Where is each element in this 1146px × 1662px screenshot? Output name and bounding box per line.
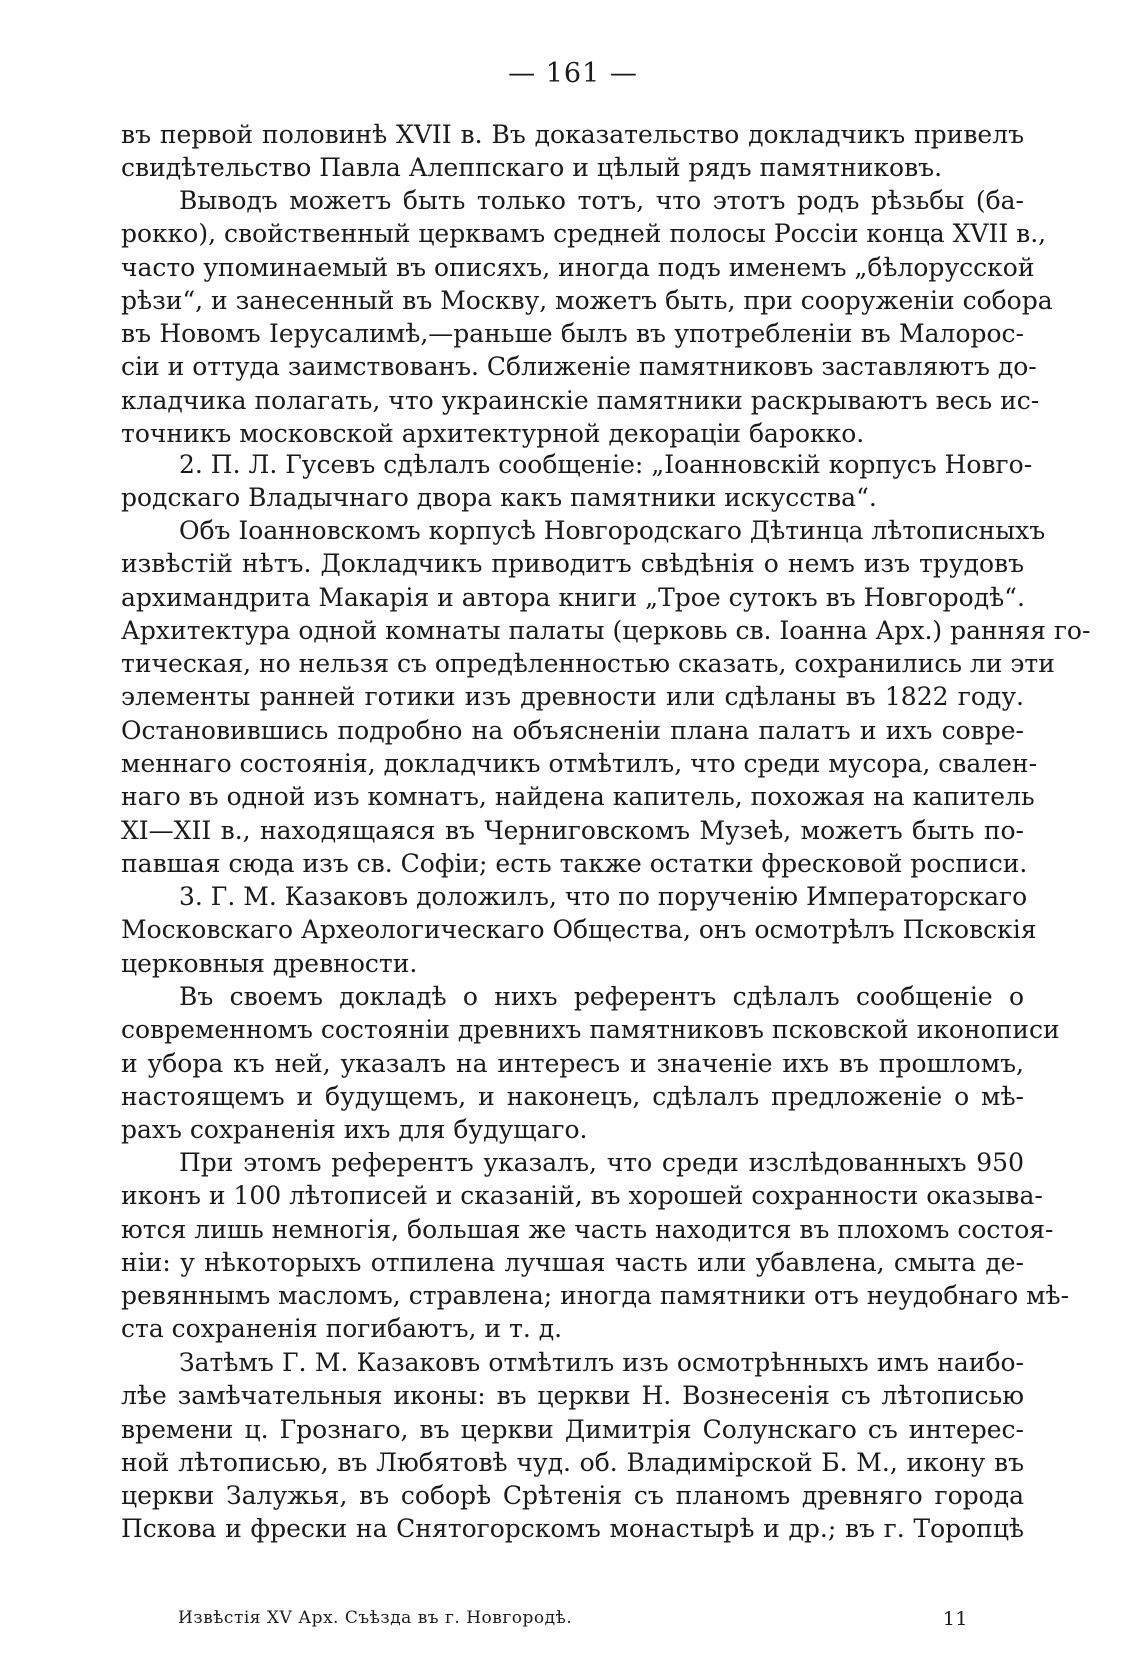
text-line: Пскова и фрески на Снятогорскомъ монастырѣ и др.; въ г. Торопцѣ <box>121 1514 1024 1544</box>
text-line: Объ Іоанновскомъ корпусѣ Новгородскаго Дѣтинца лѣтописныхъ <box>179 516 1046 545</box>
text-line: 3. Г. М. Казаковъ доложилъ, что по порученію Императорскаго <box>179 882 1028 911</box>
paragraph-conclusion <box>121 184 1053 450</box>
footer-signature-number: 11 <box>942 1608 968 1630</box>
paragraph-continuation <box>121 118 1024 185</box>
text-line: архимандрита Макарія и автора книги „Трое сутокъ въ Новгородѣ“. <box>121 582 1025 612</box>
text-line: рахъ сохраненія ихъ для будущаго. <box>121 1115 588 1145</box>
text-line: въ первой половинѣ XVII в. Въ доказательство докладчикъ привелъ <box>121 120 1024 149</box>
text-line: времени ц. Грознаго, въ церкви Димитрія Солунскаго съ интерес- <box>121 1414 1024 1444</box>
text-line: 2. П. Л. Гусевъ сдѣлалъ сообщеніе: „Іоанновскій корпусъ Новго- <box>179 450 1033 479</box>
text-line: часто упоминаемый въ описяхъ, иногда подъ именемъ „бѣлорусской <box>121 252 1035 282</box>
report-3-paragraph-1 <box>121 980 1060 1146</box>
text-line: элементы ранней готики изъ древности или сдѣланы въ 1822 году. <box>121 682 1024 712</box>
text-line: ются лишь немногія, большая же часть находится въ плохомъ состоя- <box>121 1214 1054 1244</box>
text-line: извѣстій нѣтъ. Докладчикъ приводитъ свѣдѣнія о немъ изъ трудовъ <box>121 549 1024 579</box>
report-3-paragraph-3 <box>121 1346 1024 1546</box>
text-line: и убора къ ней, указалъ на интересъ и значеніе ихъ въ прошломъ, <box>121 1048 1024 1078</box>
text-line: При этомъ референтъ указалъ, что среди изслѣдованныхъ 950 <box>179 1148 1024 1177</box>
report-2-body <box>121 514 1091 880</box>
text-line: Выводъ можетъ быть только тотъ, что этотъ родъ рѣзьбы (ба- <box>179 186 1024 215</box>
text-line: рѣзи“, и занесенный въ Москву, можетъ быть, при сооруженіи собора <box>121 285 1053 315</box>
text-line: церкви Залужья, въ соборѣ Срѣтенія съ планомъ древняго города <box>121 1481 1024 1511</box>
text-line: иконъ и 100 лѣтописей и сказаній, въ хорошей сохранности оказыва- <box>121 1181 1043 1211</box>
text-line: современномъ состояніи древнихъ памятниковъ псковской иконописи <box>121 1015 1060 1045</box>
footer-publication-title: Извѣстія XV Арх. Съѣзда въ г. Новгородѣ. <box>178 1608 573 1628</box>
text-line: кладчика полагать, что украинскіе памятники раскрываютъ весь ис- <box>121 385 1040 415</box>
page-number: — 161 — <box>508 58 638 89</box>
text-line: настоящемъ и будущемъ, и наконецъ, сдѣлалъ предложеніе о мѣ- <box>121 1081 1024 1111</box>
text-line: наго въ одной изъ комнатъ, найдена капитель, похожая на капитель <box>121 782 1035 812</box>
text-line: Московскаго Археологическаго Общества, онъ осмотрѣлъ Псковскія <box>121 915 1037 945</box>
text-line: свидѣтельство Павла Алеппскаго и цѣлый рядъ памятниковъ. <box>121 153 943 183</box>
text-line: ста сохраненія погибаютъ, и т. д. <box>121 1314 563 1344</box>
text-line: рокко), свойственный церквамъ средней полосы Россіи конца XVII в., <box>121 219 1047 249</box>
text-line: точникъ московской архитектурной декораціи барокко. <box>121 419 865 449</box>
text-line: ревяннымъ масломъ, стравлена; иногда памятники отъ неудобнаго мѣ- <box>121 1281 1070 1311</box>
text-line: родскаго Владычнаго двора какъ памятники искусства“. <box>121 483 877 513</box>
text-line: Затѣмъ Г. М. Казаковъ отмѣтилъ изъ осмотрѣнныхъ имъ наибо- <box>179 1348 1024 1377</box>
text-line: XI—XII в., находящаяся въ Черниговскомъ Музеѣ, можетъ быть по- <box>121 815 1024 845</box>
text-line: Въ своемъ докладѣ о нихъ референтъ сдѣлалъ сообщеніе о <box>179 982 1024 1011</box>
text-line: ніи: у нѣкоторыхъ отпилена лучшая часть или убавлена, смыта де- <box>121 1247 1024 1277</box>
text-line: Остановившись подробно на объясненіи плана палатъ и ихъ совре- <box>121 715 1024 745</box>
text-line: тическая, но нельзя съ опредѣленностью сказать, сохранились ли эти <box>121 649 1055 679</box>
text-line: въ Новомъ Іерусалимѣ,—раньше былъ въ употребленіи въ Малорос- <box>121 319 1024 349</box>
report-2-heading <box>121 448 1033 515</box>
text-line: лѣе замѣчательныя иконы: въ церкви Н. Вознесенія съ лѣтописью <box>121 1381 1024 1411</box>
report-3-paragraph-2 <box>121 1146 1070 1346</box>
text-line: сіи и оттуда заимствованъ. Сближеніе памятниковъ заставляютъ до- <box>121 352 1037 382</box>
text-line: ной лѣтописью, въ Любятовѣ чуд. об. Владимірской Б. М., икону въ <box>121 1447 1024 1477</box>
text-line: церковныя древности. <box>121 948 418 978</box>
report-3-heading <box>121 880 1037 980</box>
text-line: меннаго состоянія, докладчикъ отмѣтилъ, что среди мусора, свален- <box>121 749 1038 779</box>
text-line: павшая сюда изъ св. Софіи; есть также остатки фресковой росписи. <box>121 848 1028 878</box>
text-line: Архитектура одной комнаты палаты (церковь св. Іоанна Арх.) ранняя го- <box>121 615 1091 645</box>
